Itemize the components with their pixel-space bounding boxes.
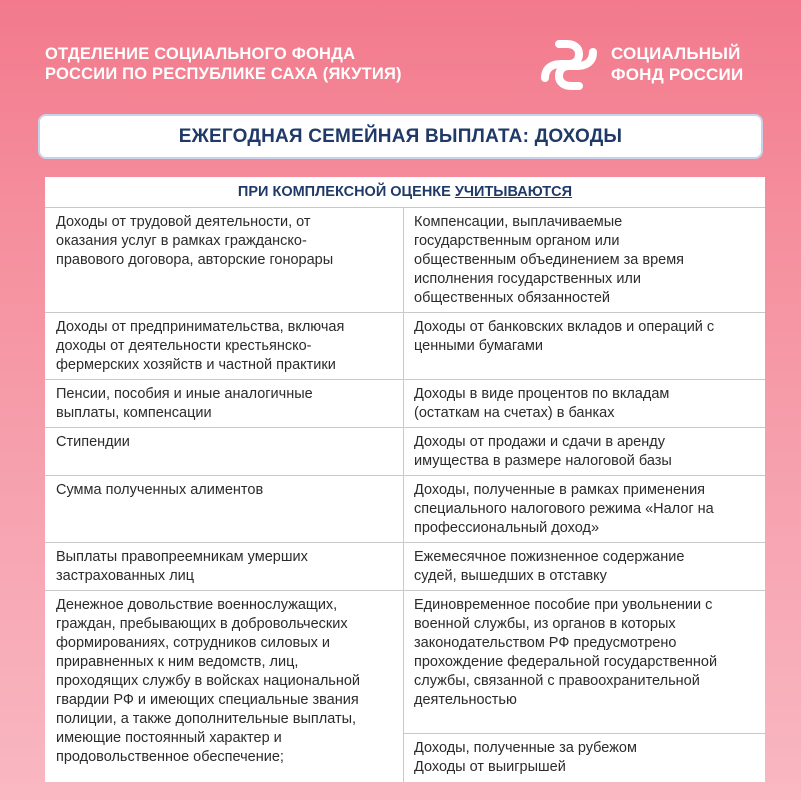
cell-line: Доходы от продажи и сдачи в аренду [414, 434, 665, 450]
cell-line: Доходы в виде процентов по вкладам [414, 386, 670, 402]
table-row [45, 380, 765, 428]
cell-line: деятельностью [414, 692, 517, 708]
cell-line: общественным объединением за время [414, 252, 685, 268]
cell-line: Доходы от банковских вкладов и операций с [414, 319, 715, 335]
table-row [45, 476, 765, 543]
cell-line: общественных обязанностей [414, 290, 610, 306]
cell-line: законодательством РФ предусмотрено [414, 635, 677, 651]
cell-line: Денежное довольствие военнослужащих, [56, 597, 338, 613]
cell-line: имеющие постоянный характер и [56, 730, 282, 746]
cell-line: Стипендии [56, 434, 130, 450]
cell-line: Пенсии, пособия и иные аналогичные [56, 386, 313, 402]
cell-line: военной службы, из органов в которых [414, 616, 676, 632]
table-row [45, 313, 765, 380]
table-cell-left [45, 591, 404, 782]
cell-line: доходы от деятельности крестьянско- [56, 338, 312, 354]
table-header-prefix: ПРИ КОМПЛЕКСНОЙ ОЦЕНКЕ [237, 184, 451, 200]
cell-line: Доходы от выигрышей [414, 759, 566, 775]
cell-line: Доходы от трудовой деятельности, от [56, 214, 311, 230]
logo-line-1: СОЦИАЛЬНЫЙ [611, 44, 741, 63]
organization-name [45, 44, 402, 84]
cell-line: исполнения государственных или [414, 271, 641, 287]
org-line-2: РОССИИ ПО РЕСПУБЛИКЕ САХА (ЯКУТИЯ) [45, 65, 402, 83]
cell-line: застрахованных лиц [56, 568, 195, 584]
header [0, 0, 801, 110]
table-cell-right [404, 313, 765, 379]
cell-line: проходящих службу в войсках национальной [56, 673, 361, 689]
table-cell-right [404, 208, 765, 312]
table-cell-left [45, 313, 404, 379]
cell-line: профессиональный доход» [414, 520, 600, 536]
cell-line: (остаткам на счетах) в банках [414, 405, 615, 421]
cell-line: Доходы от предпринимательства, включая [56, 319, 345, 335]
cell-line: выплаты, компенсации [56, 405, 212, 421]
cell-line: Компенсации, выплачиваемые [414, 214, 623, 230]
sfr-logo [537, 38, 767, 92]
cell-line: фермерских хозяйств и частной практики [56, 357, 336, 373]
cell-line: специального налогового режима «Налог на [414, 501, 714, 517]
cell-line: Сумма полученных алиментов [56, 482, 264, 498]
table-cell-right [404, 428, 765, 475]
table-cell-left [45, 476, 404, 542]
cell-line: Доходы, полученные за рубежом [414, 740, 637, 756]
table-cell-right [404, 380, 765, 427]
table-cell-right-bottom [404, 734, 765, 782]
table-header-emphasis: УЧИТЫВАЮТСЯ [454, 184, 573, 200]
table-cell-left [45, 208, 404, 312]
cell-line: Доходы, полученные в рамках применения [414, 482, 706, 498]
cell-line: правового договора, авторские гонорары [56, 252, 334, 268]
table-row [45, 543, 765, 591]
table-cell-left [45, 428, 404, 475]
logo-line-2: ФОНД РОССИИ [611, 65, 744, 84]
cell-line: граждан, пребывающих в добровольческих [56, 616, 348, 632]
cell-line: прохождение федеральной государственной [414, 654, 718, 670]
logo-text [611, 43, 743, 85]
table-row [45, 591, 765, 782]
table-cell-right-split [404, 591, 765, 782]
sfr-logo-icon [537, 38, 601, 92]
title-box [38, 114, 763, 159]
table-cell-right-top [404, 591, 765, 734]
cell-line: государственным органом или [414, 233, 620, 249]
cell-line: формированиях, сотрудников силовых и [56, 635, 331, 651]
cell-line: имущества в размере налоговой базы [414, 453, 672, 469]
table-row [45, 428, 765, 476]
table-header [45, 177, 765, 208]
cell-line: гвардии РФ и имеющих специальные звания [56, 692, 359, 708]
table-cell-left [45, 543, 404, 590]
cell-line: оказания услуг в рамках гражданско- [56, 233, 307, 249]
table-cell-right [404, 476, 765, 542]
page-title: ЕЖЕГОДНАЯ СЕМЕЙНАЯ ВЫПЛАТА: ДОХОДЫ [178, 125, 623, 147]
cell-line: полиции, а также дополнительные выплаты, [56, 711, 357, 727]
table-cell-left [45, 380, 404, 427]
cell-line: службы, связанной с правоохранительной [414, 673, 700, 689]
table-row [45, 208, 765, 313]
table-cell-right [404, 543, 765, 590]
income-table [45, 177, 765, 782]
cell-line: ценными бумагами [414, 338, 543, 354]
cell-line: судей, вышедших в отставку [414, 568, 607, 584]
org-line-1: ОТДЕЛЕНИЕ СОЦИАЛЬНОГО ФОНДА [45, 45, 356, 63]
cell-line: приравненных к ним ведомств, лиц, [56, 654, 299, 670]
cell-line: продовольственное обеспечение; [56, 749, 284, 765]
cell-line: Выплаты правопреемникам умерших [56, 549, 308, 565]
cell-line: Единовременное пособие при увольнении с [414, 597, 713, 613]
cell-line: Ежемесячное пожизненное содержание [414, 549, 685, 565]
